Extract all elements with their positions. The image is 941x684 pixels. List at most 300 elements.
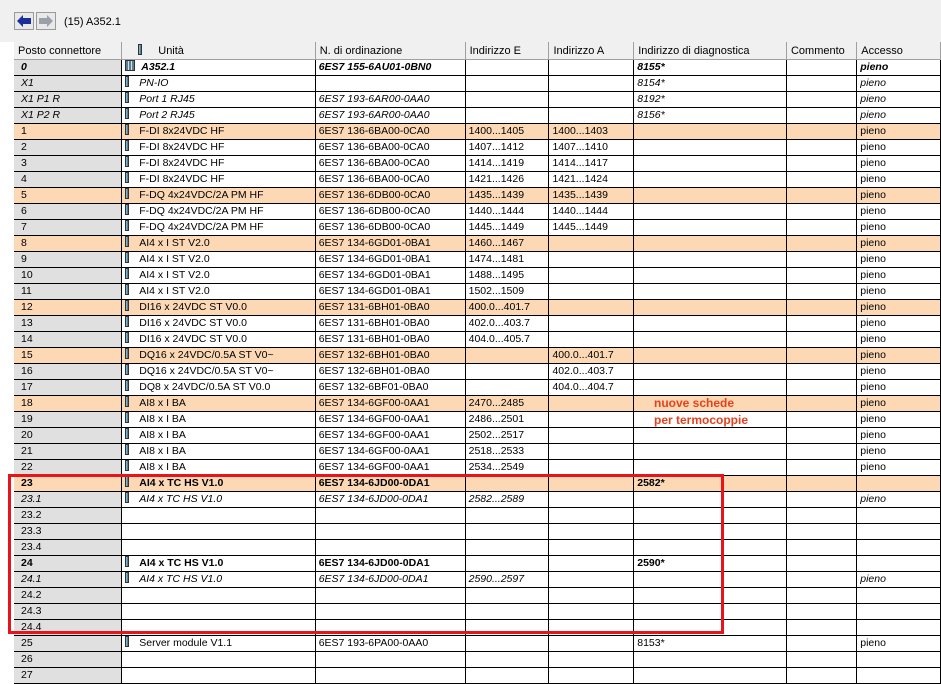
comment-cell[interactable]: [786, 412, 856, 428]
table-row[interactable]: [14, 204, 941, 220]
comment-cell[interactable]: [786, 556, 856, 572]
comment-cell[interactable]: [786, 252, 856, 268]
comment-cell[interactable]: [786, 428, 856, 444]
table-row[interactable]: [14, 348, 941, 364]
slot-cell[interactable]: [14, 108, 122, 124]
table-row[interactable]: [14, 316, 941, 332]
order-number-cell[interactable]: [315, 92, 465, 108]
table-row[interactable]: [14, 60, 941, 76]
order-number-cell[interactable]: [315, 236, 465, 252]
output-address-cell[interactable]: [549, 252, 634, 268]
output-address-cell[interactable]: [549, 156, 634, 172]
unit-cell[interactable]: [122, 76, 315, 92]
access-cell[interactable]: [857, 156, 941, 172]
forward-button[interactable]: [36, 12, 56, 30]
order-number-cell[interactable]: [315, 444, 465, 460]
comment-cell[interactable]: [786, 268, 856, 284]
slot-text: 5: [21, 189, 27, 201]
table-row[interactable]: [14, 364, 941, 380]
slot-cell[interactable]: [14, 380, 122, 396]
input-address-cell[interactable]: [465, 412, 549, 428]
unit-cell[interactable]: [122, 348, 315, 364]
order-number-text: 6ES7 193-6AR00-0AA0: [318, 109, 430, 121]
order-number-cell[interactable]: [315, 140, 465, 156]
input-address-text: 1421...1426: [468, 173, 525, 185]
column-header-unit[interactable]: Unità: [122, 42, 315, 60]
access-cell[interactable]: [857, 252, 941, 268]
input-address-text: 1414...1419: [468, 157, 525, 169]
comment-cell[interactable]: [786, 604, 856, 620]
input-address-cell[interactable]: [465, 92, 549, 108]
unit-cell[interactable]: [122, 284, 315, 300]
slot-cell[interactable]: [14, 188, 122, 204]
order-number-cell[interactable]: [315, 316, 465, 332]
access-cell[interactable]: [857, 428, 941, 444]
output-address-cell[interactable]: [549, 652, 634, 668]
access-cell[interactable]: [857, 348, 941, 364]
access-cell[interactable]: [857, 476, 941, 492]
slot-cell[interactable]: [14, 412, 122, 428]
input-address-cell[interactable]: [465, 220, 549, 236]
input-address-cell[interactable]: [465, 140, 549, 156]
comment-cell[interactable]: [786, 364, 856, 380]
diagnostic-address-cell[interactable]: [634, 268, 787, 284]
order-number-cell[interactable]: [315, 220, 465, 236]
order-number-cell[interactable]: [315, 364, 465, 380]
table-row[interactable]: [14, 428, 941, 444]
output-address-cell[interactable]: [549, 300, 634, 316]
access-cell[interactable]: [857, 268, 941, 284]
unit-cell[interactable]: [122, 268, 315, 284]
unit-text: AI4 x I ST V2.0: [139, 253, 210, 265]
diagnostic-address-cell[interactable]: [634, 140, 787, 156]
unit-cell[interactable]: [122, 188, 315, 204]
slot-cell[interactable]: [14, 268, 122, 284]
diagnostic-address-cell[interactable]: [634, 332, 787, 348]
slot-cell[interactable]: [14, 204, 122, 220]
comment-cell[interactable]: [786, 588, 856, 604]
output-address-cell[interactable]: [549, 444, 634, 460]
slot-cell[interactable]: [14, 124, 122, 140]
access-cell[interactable]: [857, 284, 941, 300]
order-number-cell[interactable]: [315, 108, 465, 124]
input-address-cell[interactable]: [465, 268, 549, 284]
order-number-cell[interactable]: [315, 652, 465, 668]
input-address-cell[interactable]: [465, 204, 549, 220]
input-address-cell[interactable]: [465, 444, 549, 460]
unit-cell[interactable]: [122, 444, 315, 460]
access-cell[interactable]: [857, 604, 941, 620]
access-cell[interactable]: [857, 396, 941, 412]
table-row[interactable]: [14, 444, 941, 460]
unit-cell[interactable]: [122, 428, 315, 444]
comment-cell[interactable]: [786, 60, 856, 76]
output-address-cell[interactable]: [549, 236, 634, 252]
table-row[interactable]: [14, 108, 941, 124]
unit-cell[interactable]: [122, 300, 315, 316]
input-address-cell[interactable]: [465, 124, 549, 140]
diagnostic-address-cell[interactable]: [634, 652, 787, 668]
output-address-cell[interactable]: [549, 140, 634, 156]
unit-cell[interactable]: [122, 636, 315, 652]
order-number-cell[interactable]: [315, 124, 465, 140]
diagnostic-address-cell[interactable]: [634, 108, 787, 124]
order-number-cell[interactable]: [315, 380, 465, 396]
column-header-diagnostic-address[interactable]: Indirizzo di diagnostica: [634, 42, 787, 60]
unit-cell[interactable]: [122, 108, 315, 124]
unit-cell[interactable]: [122, 396, 315, 412]
input-address-cell[interactable]: [465, 60, 549, 76]
slot-cell[interactable]: [14, 92, 122, 108]
diagnostic-address-cell[interactable]: [634, 668, 787, 684]
access-cell[interactable]: [857, 204, 941, 220]
output-address-cell[interactable]: [549, 380, 634, 396]
table-row[interactable]: [14, 668, 941, 684]
order-number-cell[interactable]: [315, 348, 465, 364]
comment-cell[interactable]: [786, 652, 856, 668]
slot-cell[interactable]: [14, 364, 122, 380]
comment-cell[interactable]: [786, 76, 856, 92]
output-address-cell[interactable]: [549, 396, 634, 412]
unit-text: PN-IO: [139, 77, 169, 89]
access-cell[interactable]: [857, 492, 941, 508]
table-row[interactable]: [14, 252, 941, 268]
comment-cell[interactable]: [786, 396, 856, 412]
access-cell[interactable]: [857, 60, 941, 76]
access-cell[interactable]: [857, 124, 941, 140]
diagnostic-address-cell[interactable]: [634, 284, 787, 300]
unit-cell[interactable]: [122, 204, 315, 220]
comment-cell[interactable]: [786, 316, 856, 332]
diagnostic-address-text: 8156*: [637, 109, 665, 121]
unit-cell[interactable]: [122, 316, 315, 332]
access-cell[interactable]: [857, 460, 941, 476]
comment-cell[interactable]: [786, 220, 856, 236]
order-number-cell[interactable]: [315, 284, 465, 300]
input-address-cell[interactable]: [465, 364, 549, 380]
unit-cell[interactable]: [122, 412, 315, 428]
column-header-order[interactable]: N. di ordinazione: [315, 42, 465, 60]
comment-cell[interactable]: [786, 460, 856, 476]
column-header-input-address[interactable]: Indirizzo E: [465, 42, 549, 60]
comment-cell[interactable]: [786, 300, 856, 316]
access-cell[interactable]: [857, 572, 941, 588]
input-address-cell[interactable]: [465, 332, 549, 348]
comment-cell[interactable]: [786, 636, 856, 652]
comment-cell[interactable]: [786, 284, 856, 300]
access-cell[interactable]: [857, 444, 941, 460]
unit-cell[interactable]: [122, 124, 315, 140]
access-cell[interactable]: [857, 172, 941, 188]
unit-text: AI4 x I ST V2.0: [139, 237, 210, 249]
order-number-cell[interactable]: [315, 204, 465, 220]
order-number-cell[interactable]: [315, 172, 465, 188]
access-cell[interactable]: [857, 108, 941, 124]
output-address-cell[interactable]: [549, 364, 634, 380]
slot-text: 7: [21, 221, 27, 233]
access-cell[interactable]: [857, 652, 941, 668]
table-row[interactable]: [14, 76, 941, 92]
slot-cell[interactable]: [14, 284, 122, 300]
comment-cell[interactable]: [786, 572, 856, 588]
access-cell[interactable]: [857, 332, 941, 348]
output-address-cell[interactable]: [549, 284, 634, 300]
access-cell[interactable]: [857, 92, 941, 108]
input-address-cell[interactable]: [465, 156, 549, 172]
slot-cell[interactable]: [14, 396, 122, 412]
access-cell[interactable]: [857, 140, 941, 156]
order-number-cell[interactable]: [315, 60, 465, 76]
output-address-cell[interactable]: [549, 668, 634, 684]
comment-cell[interactable]: [786, 92, 856, 108]
diagnostic-address-cell[interactable]: [634, 636, 787, 652]
back-button[interactable]: [14, 12, 34, 30]
table-row[interactable]: [14, 636, 941, 652]
order-number-cell[interactable]: [315, 300, 465, 316]
table-row[interactable]: [14, 412, 941, 428]
output-address-cell[interactable]: [549, 204, 634, 220]
diagnostic-address-cell[interactable]: [634, 316, 787, 332]
table-row[interactable]: [14, 268, 941, 284]
access-cell[interactable]: [857, 588, 941, 604]
access-cell[interactable]: [857, 220, 941, 236]
order-number-cell[interactable]: [315, 412, 465, 428]
unit-cell[interactable]: [122, 380, 315, 396]
slot-cell[interactable]: [14, 300, 122, 316]
output-address-cell[interactable]: [549, 348, 634, 364]
comment-cell[interactable]: [786, 492, 856, 508]
comment-cell[interactable]: [786, 140, 856, 156]
unit-cell[interactable]: [122, 252, 315, 268]
output-address-cell[interactable]: [549, 428, 634, 444]
input-address-cell[interactable]: [465, 348, 549, 364]
order-number-cell[interactable]: [315, 396, 465, 412]
input-address-cell[interactable]: [465, 172, 549, 188]
unit-text: F-DQ 4x24VDC/2A PM HF: [139, 189, 264, 201]
diagnostic-address-cell[interactable]: [634, 364, 787, 380]
input-address-cell[interactable]: [465, 380, 549, 396]
table-row[interactable]: [14, 284, 941, 300]
input-address-text: 1407...1412: [468, 141, 525, 153]
slot-cell[interactable]: [14, 76, 122, 92]
input-address-cell[interactable]: [465, 652, 549, 668]
slot-cell[interactable]: [14, 444, 122, 460]
slot-cell[interactable]: [14, 316, 122, 332]
access-cell[interactable]: [857, 556, 941, 572]
slot-cell[interactable]: [14, 236, 122, 252]
diagnostic-address-cell[interactable]: [634, 380, 787, 396]
comment-cell[interactable]: [786, 236, 856, 252]
table-row[interactable]: [14, 236, 941, 252]
table-row[interactable]: [14, 300, 941, 316]
diagnostic-address-cell[interactable]: [634, 172, 787, 188]
comment-cell[interactable]: [786, 172, 856, 188]
table-row[interactable]: [14, 188, 941, 204]
comment-cell[interactable]: [786, 156, 856, 172]
diagnostic-address-cell[interactable]: [634, 300, 787, 316]
diagnostic-address-cell[interactable]: [634, 236, 787, 252]
slot-cell[interactable]: [14, 428, 122, 444]
output-address-cell[interactable]: [549, 636, 634, 652]
input-address-cell[interactable]: [465, 188, 549, 204]
column-header-slot[interactable]: Posto connettore: [14, 42, 122, 60]
slot-cell[interactable]: [14, 252, 122, 268]
diagnostic-address-cell[interactable]: [634, 124, 787, 140]
table-row[interactable]: [14, 380, 941, 396]
input-address-cell[interactable]: [465, 636, 549, 652]
column-header-comment[interactable]: Commento: [786, 42, 856, 60]
comment-cell[interactable]: [786, 508, 856, 524]
comment-cell[interactable]: [786, 380, 856, 396]
access-text: pieno: [860, 445, 886, 457]
table-row[interactable]: [14, 124, 941, 140]
unit-cell[interactable]: [122, 236, 315, 252]
diagnostic-address-cell[interactable]: [634, 60, 787, 76]
order-number-text: 6ES7 134-6GF00-0AA1: [318, 429, 430, 441]
table-row[interactable]: [14, 92, 941, 108]
unit-cell[interactable]: [122, 92, 315, 108]
comment-cell[interactable]: [786, 204, 856, 220]
diagnostic-address-cell[interactable]: [634, 76, 787, 92]
slot-cell[interactable]: [14, 140, 122, 156]
comment-cell[interactable]: [786, 444, 856, 460]
output-address-cell[interactable]: [549, 316, 634, 332]
table-row[interactable]: [14, 396, 941, 412]
output-address-cell[interactable]: [549, 172, 634, 188]
order-number-cell[interactable]: [315, 332, 465, 348]
slot-cell[interactable]: [14, 652, 122, 668]
access-cell[interactable]: [857, 236, 941, 252]
output-address-cell[interactable]: [549, 92, 634, 108]
output-address-cell[interactable]: [549, 412, 634, 428]
unit-cell[interactable]: [122, 364, 315, 380]
access-cell[interactable]: [857, 508, 941, 524]
unit-cell[interactable]: [122, 60, 315, 76]
comment-cell[interactable]: [786, 476, 856, 492]
order-number-cell[interactable]: [315, 668, 465, 684]
input-address-cell[interactable]: [465, 284, 549, 300]
input-address-cell[interactable]: [465, 396, 549, 412]
table-row[interactable]: [14, 220, 941, 236]
access-cell[interactable]: [857, 188, 941, 204]
slot-cell[interactable]: [14, 60, 122, 76]
comment-cell[interactable]: [786, 524, 856, 540]
input-address-cell[interactable]: [465, 236, 549, 252]
order-number-cell[interactable]: [315, 428, 465, 444]
toolbar: [0, 0, 941, 42]
slot-cell[interactable]: [14, 348, 122, 364]
input-address-cell[interactable]: [465, 108, 549, 124]
access-cell[interactable]: [857, 524, 941, 540]
order-number-cell[interactable]: [315, 76, 465, 92]
comment-cell[interactable]: [786, 620, 856, 636]
order-number-cell[interactable]: [315, 268, 465, 284]
table-row[interactable]: [14, 140, 941, 156]
order-number-cell[interactable]: [315, 156, 465, 172]
input-address-cell[interactable]: [465, 668, 549, 684]
input-address-cell[interactable]: [465, 252, 549, 268]
order-number-text: 6ES7 134-6JD00-0DA1: [318, 493, 429, 505]
access-cell[interactable]: [857, 364, 941, 380]
access-cell[interactable]: [857, 380, 941, 396]
comment-cell[interactable]: [786, 332, 856, 348]
output-address-cell[interactable]: [549, 220, 634, 236]
access-cell[interactable]: [857, 300, 941, 316]
unit-cell[interactable]: [122, 140, 315, 156]
output-address-cell[interactable]: [549, 188, 634, 204]
diagnostic-address-cell[interactable]: [634, 252, 787, 268]
unit-cell[interactable]: [122, 668, 315, 684]
diagnostic-address-cell[interactable]: [634, 188, 787, 204]
output-address-cell[interactable]: [549, 332, 634, 348]
slot-cell[interactable]: [14, 636, 122, 652]
column-header-output-address[interactable]: Indirizzo A: [549, 42, 634, 60]
diagnostic-address-cell[interactable]: [634, 428, 787, 444]
diagnostic-address-cell[interactable]: [634, 156, 787, 172]
comment-cell[interactable]: [786, 108, 856, 124]
comment-cell[interactable]: [786, 188, 856, 204]
order-number-cell[interactable]: [315, 252, 465, 268]
slot-text: 18: [21, 397, 33, 409]
comment-cell[interactable]: [786, 668, 856, 684]
diagnostic-address-cell[interactable]: [634, 92, 787, 108]
slot-cell[interactable]: [14, 172, 122, 188]
unit-cell[interactable]: [122, 332, 315, 348]
output-address-cell[interactable]: [549, 60, 634, 76]
table-row[interactable]: [14, 172, 941, 188]
input-address-cell[interactable]: [465, 428, 549, 444]
order-number-cell[interactable]: [315, 636, 465, 652]
unit-cell[interactable]: [122, 172, 315, 188]
input-address-cell[interactable]: [465, 300, 549, 316]
unit-cell[interactable]: [122, 220, 315, 236]
output-address-cell[interactable]: [549, 108, 634, 124]
access-cell[interactable]: [857, 76, 941, 92]
slot-text: 9: [21, 253, 27, 265]
comment-cell[interactable]: [786, 124, 856, 140]
slot-cell[interactable]: [14, 332, 122, 348]
order-number-cell[interactable]: [315, 188, 465, 204]
slot-cell[interactable]: [14, 156, 122, 172]
unit-cell[interactable]: [122, 156, 315, 172]
comment-cell[interactable]: [786, 348, 856, 364]
diagnostic-address-cell[interactable]: [634, 220, 787, 236]
input-address-cell[interactable]: [465, 76, 549, 92]
access-cell[interactable]: [857, 668, 941, 684]
column-header-access[interactable]: Accesso: [857, 42, 941, 60]
diagnostic-address-cell[interactable]: [634, 348, 787, 364]
table-row[interactable]: [14, 156, 941, 172]
output-address-cell[interactable]: [549, 268, 634, 284]
table-row[interactable]: [14, 332, 941, 348]
diagnostic-address-cell[interactable]: [634, 444, 787, 460]
access-cell[interactable]: [857, 540, 941, 556]
order-number-text: 6ES7 134-6GD01-0BA1: [318, 253, 431, 265]
access-cell[interactable]: [857, 636, 941, 652]
slot-cell[interactable]: [14, 668, 122, 684]
comment-cell[interactable]: [786, 540, 856, 556]
output-address-cell[interactable]: [549, 76, 634, 92]
input-address-cell[interactable]: [465, 316, 549, 332]
access-cell[interactable]: [857, 620, 941, 636]
table-row[interactable]: [14, 652, 941, 668]
unit-cell[interactable]: [122, 652, 315, 668]
access-cell[interactable]: [857, 412, 941, 428]
output-address-cell[interactable]: [549, 124, 634, 140]
diagnostic-address-cell[interactable]: [634, 204, 787, 220]
slot-cell[interactable]: [14, 220, 122, 236]
access-cell[interactable]: [857, 316, 941, 332]
